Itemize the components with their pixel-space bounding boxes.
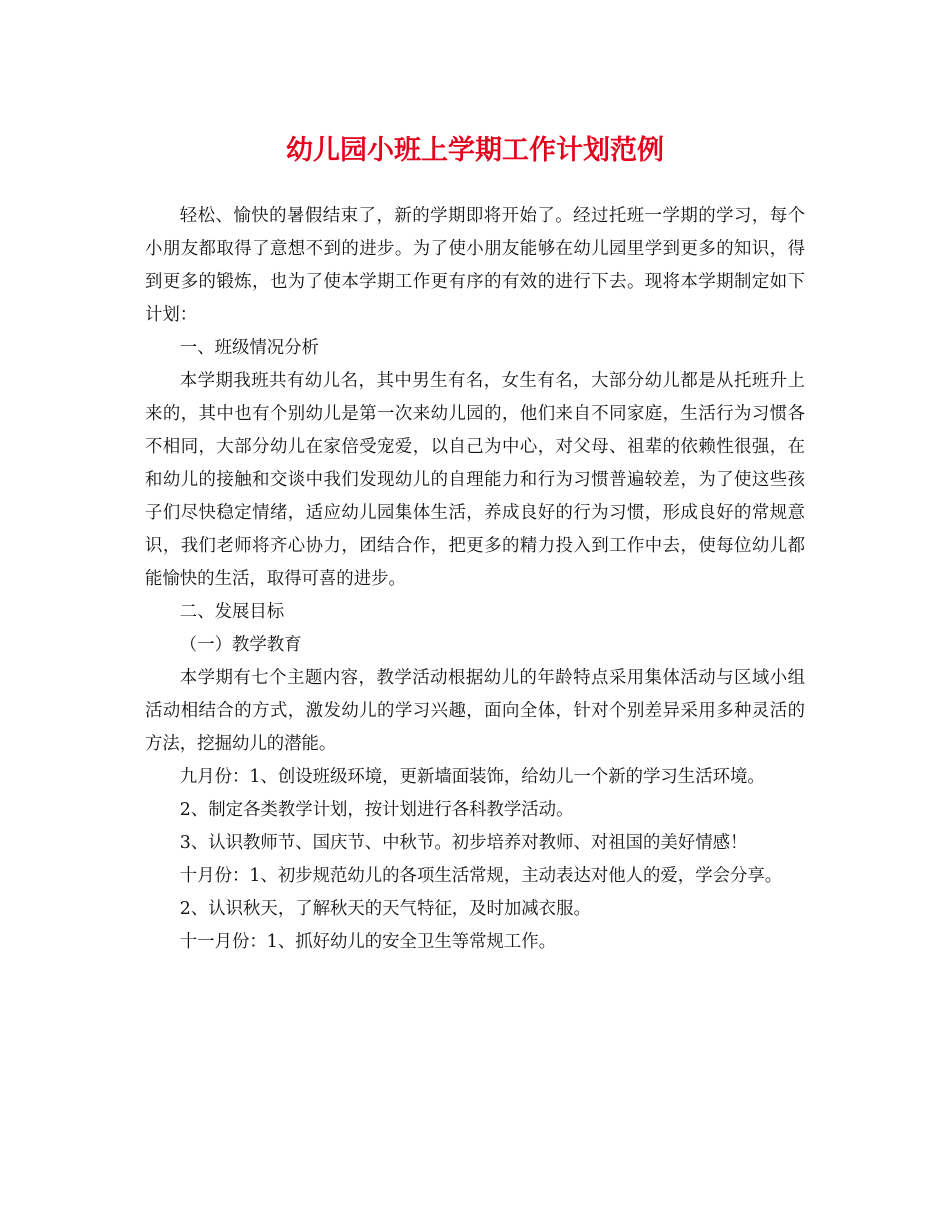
document-body bbox=[145, 200, 805, 959]
section-heading-class-analysis: 一、班级情况分析 bbox=[179, 338, 319, 358]
paragraph-october-1: 十月份：1、初步规范幼儿的各项生活常规，主动表达对他人的爱，学会分享。 bbox=[179, 866, 783, 886]
paragraph-september-1: 九月份：1、创设班级环境，更新墙面装饰，给幼儿一个新的学习生活环境。 bbox=[179, 767, 765, 787]
paragraph-class-analysis: 本学期我班共有幼儿名，其中男生有名，女生有名，大部分幼儿都是从托班升上来的，其中也有个别幼儿是第一次来幼儿园的，他们来自不同家庭，生活行为习惯各不相同，大部分幼儿在家倍受宠爱，以自己为中心，对父母、祖辈的依赖性很强，在和幼儿的接触和交谈中我们发现幼儿的自理能力和行为习惯普遍较差，为了使这些孩子们尽快稳定情绪，适应幼儿园集体生活，养成良好的行为习惯，形成良好的常规意识，我们老师将齐心协力，团结合作，把更多的精力投入到工作中去，使每位幼儿都能愉快的生活，取得可喜的进步。 bbox=[145, 371, 805, 589]
paragraph-teaching: 本学期有七个主题内容，教学活动根据幼儿的年龄特点采用集体活动与区域小组活动相结合的方式，激发幼儿的学习兴趣，面向全体，针对个别差异采用多种灵活的方法，挖掘幼儿的潜能。 bbox=[145, 668, 805, 754]
paragraph-intro: 轻松、愉快的暑假结束了，新的学期即将开始了。经过托班一学期的学习，每个小朋友都取得了意想不到的进步。为了使小朋友能够在幼儿园里学到更多的知识，得到更多的锻炼，也为了使本学期工作更有序的有效的进行下去。现将本学期制定如下计划： bbox=[145, 206, 805, 325]
paragraph-november-1: 十一月份：1、抓好幼儿的安全卫生等常规工作。 bbox=[179, 932, 557, 952]
section-heading-goals: 二、发展目标 bbox=[179, 602, 285, 622]
paragraph-september-3: 3、认识教师节、国庆节、中秋节。初步培养对教师、对祖国的美好情感！ bbox=[179, 833, 748, 853]
document-title: 幼儿园小班上学期工作计划范例 bbox=[286, 135, 664, 166]
paragraph-october-2: 2、认识秋天，了解秋天的天气特征，及时加减衣服。 bbox=[179, 899, 591, 919]
subsection-heading-teaching: （一）教学教育 bbox=[179, 635, 302, 655]
paragraph-september-2: 2、制定各类教学计划，按计划进行各科教学活动。 bbox=[179, 800, 574, 820]
